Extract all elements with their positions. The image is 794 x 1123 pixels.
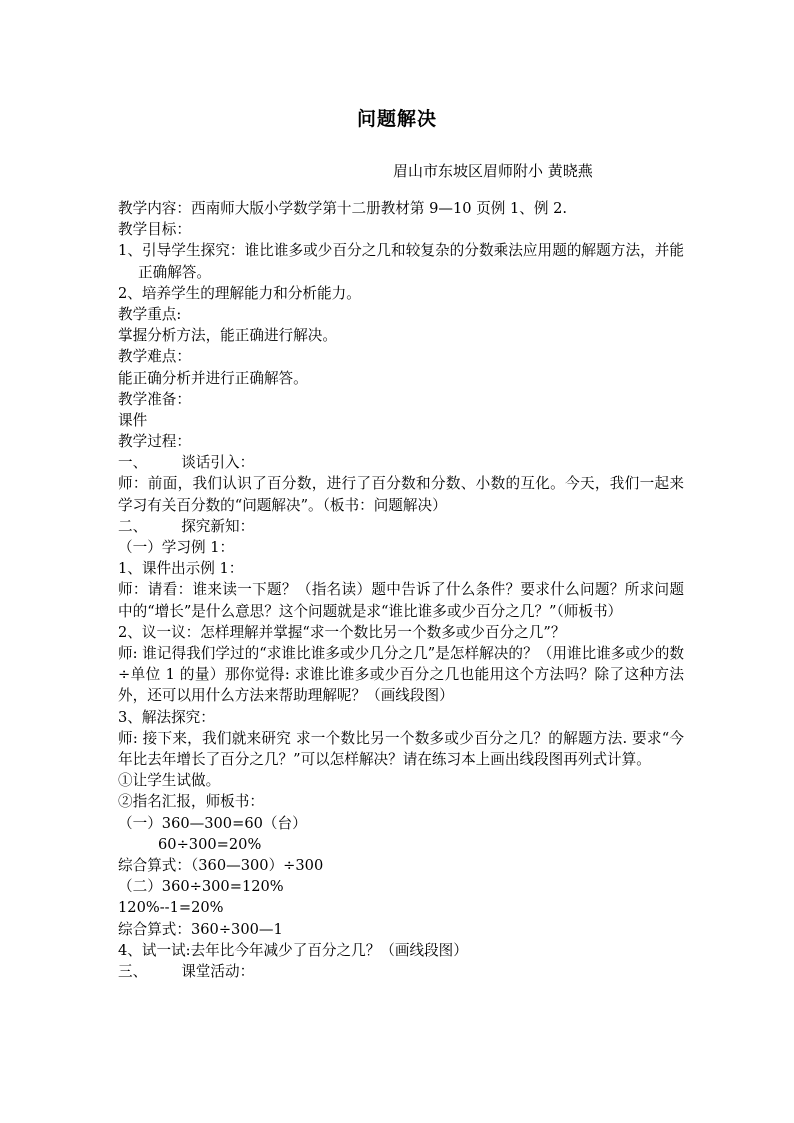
section-1-number: 一、 bbox=[118, 454, 148, 472]
method-2-combined: 综合算式：360÷300—1 bbox=[118, 920, 283, 938]
step-1-paragraph: 师：请看：谁来读一下题？（指名读）题中告诉了什么条件？要求什么问题？所求问题中的“增长”是什么意思？这个问题就是求“谁比谁多或少百分之几？”（师板书） bbox=[118, 581, 684, 620]
section-3-number: 三、 bbox=[118, 962, 148, 980]
goal-1: 1、引导学生探究：谁比谁多或少百分之几和较复杂的分数乘法应用题的解题方法，并能正确解答。 bbox=[118, 242, 684, 281]
teaching-content: 教学内容：西南师大版小学数学第十二册教材第 9—10 页例 1、例 2. bbox=[118, 200, 568, 217]
section-3-title: 课堂活动： bbox=[181, 962, 255, 980]
section-2-heading bbox=[118, 516, 684, 537]
section-1-heading bbox=[118, 452, 684, 473]
section-2-title: 探究新知： bbox=[181, 517, 255, 535]
section-1-paragraph: 师：前面，我们认识了百分数，进行了百分数和分数、小数的互化。今天，我们一起来学习有关百分数的“问题解决”。（板书：问题解决） bbox=[118, 475, 684, 514]
author-line: 眉山市东坡区眉师附小 黄晓燕 bbox=[393, 162, 593, 180]
step-1: 1、课件出示例 1： bbox=[118, 560, 244, 578]
method-2-line-2: 120%--1=20% bbox=[118, 899, 224, 917]
method-1-combined: 综合算式：（360—300）÷300 bbox=[118, 856, 324, 874]
process-heading: 教学过程： bbox=[118, 433, 191, 451]
method-1-line-2: 60÷300=20% bbox=[158, 835, 262, 853]
section-2-number: 二、 bbox=[118, 517, 148, 535]
step-3: 3、解法探究： bbox=[118, 708, 215, 726]
method-1-line-1: （一）360—300=60（台） bbox=[118, 814, 307, 832]
difficulties-heading: 教学难点： bbox=[118, 348, 191, 366]
section-3-heading bbox=[118, 961, 684, 982]
step-4: 4、试一试:去年比今年减少了百分之几？（画线段图） bbox=[118, 941, 468, 959]
key-points-heading: 教学重点: bbox=[118, 305, 182, 323]
circle-item-2: ②指名汇报，师板书： bbox=[118, 793, 264, 811]
step-2-paragraph: 师: 谁记得我们学过的“求谁比谁多或少几分之几”是怎样解决的？（用谁比谁多或少的数÷单位 1 的量）那你觉得: 求谁比谁多或少百分之几也能用这个方法吗？除了这种方法外，还可以用什么方法来帮助理解呢？（画线段图） bbox=[118, 645, 684, 705]
document-body bbox=[118, 198, 684, 982]
preparation: 课件 bbox=[118, 411, 148, 429]
method-2-line-1: （二）360÷300=120% bbox=[118, 878, 284, 896]
section-1-title: 谈话引入： bbox=[181, 454, 255, 472]
document-title: 问题解决 bbox=[356, 108, 437, 130]
key-points: 掌握分析方法，能正确进行解决。 bbox=[118, 327, 337, 345]
preparation-heading: 教学准备： bbox=[118, 390, 191, 408]
step-3-paragraph: 师: 接下来，我们就来研究 求一个数比另一个数多或少百分之几？的解题方法. 要求“今年比去年增长了百分之几？”可以怎样解决？请在练习本上画出线段图再列式计算。 bbox=[118, 729, 684, 769]
difficulties: 能正确分析并进行正确解答。 bbox=[118, 369, 308, 387]
step-2: 2、议一议：怎样理解并掌握“求一个数比另一个数多或少百分之几”？ bbox=[118, 623, 566, 641]
goals-heading: 教学目标： bbox=[118, 221, 191, 239]
goal-2: 2、培养学生的理解能力和分析能力。 bbox=[118, 284, 361, 302]
circle-item-1: ①让学生试做。 bbox=[118, 772, 221, 790]
subsection-example-1: （一）学习例 1： bbox=[118, 539, 235, 557]
